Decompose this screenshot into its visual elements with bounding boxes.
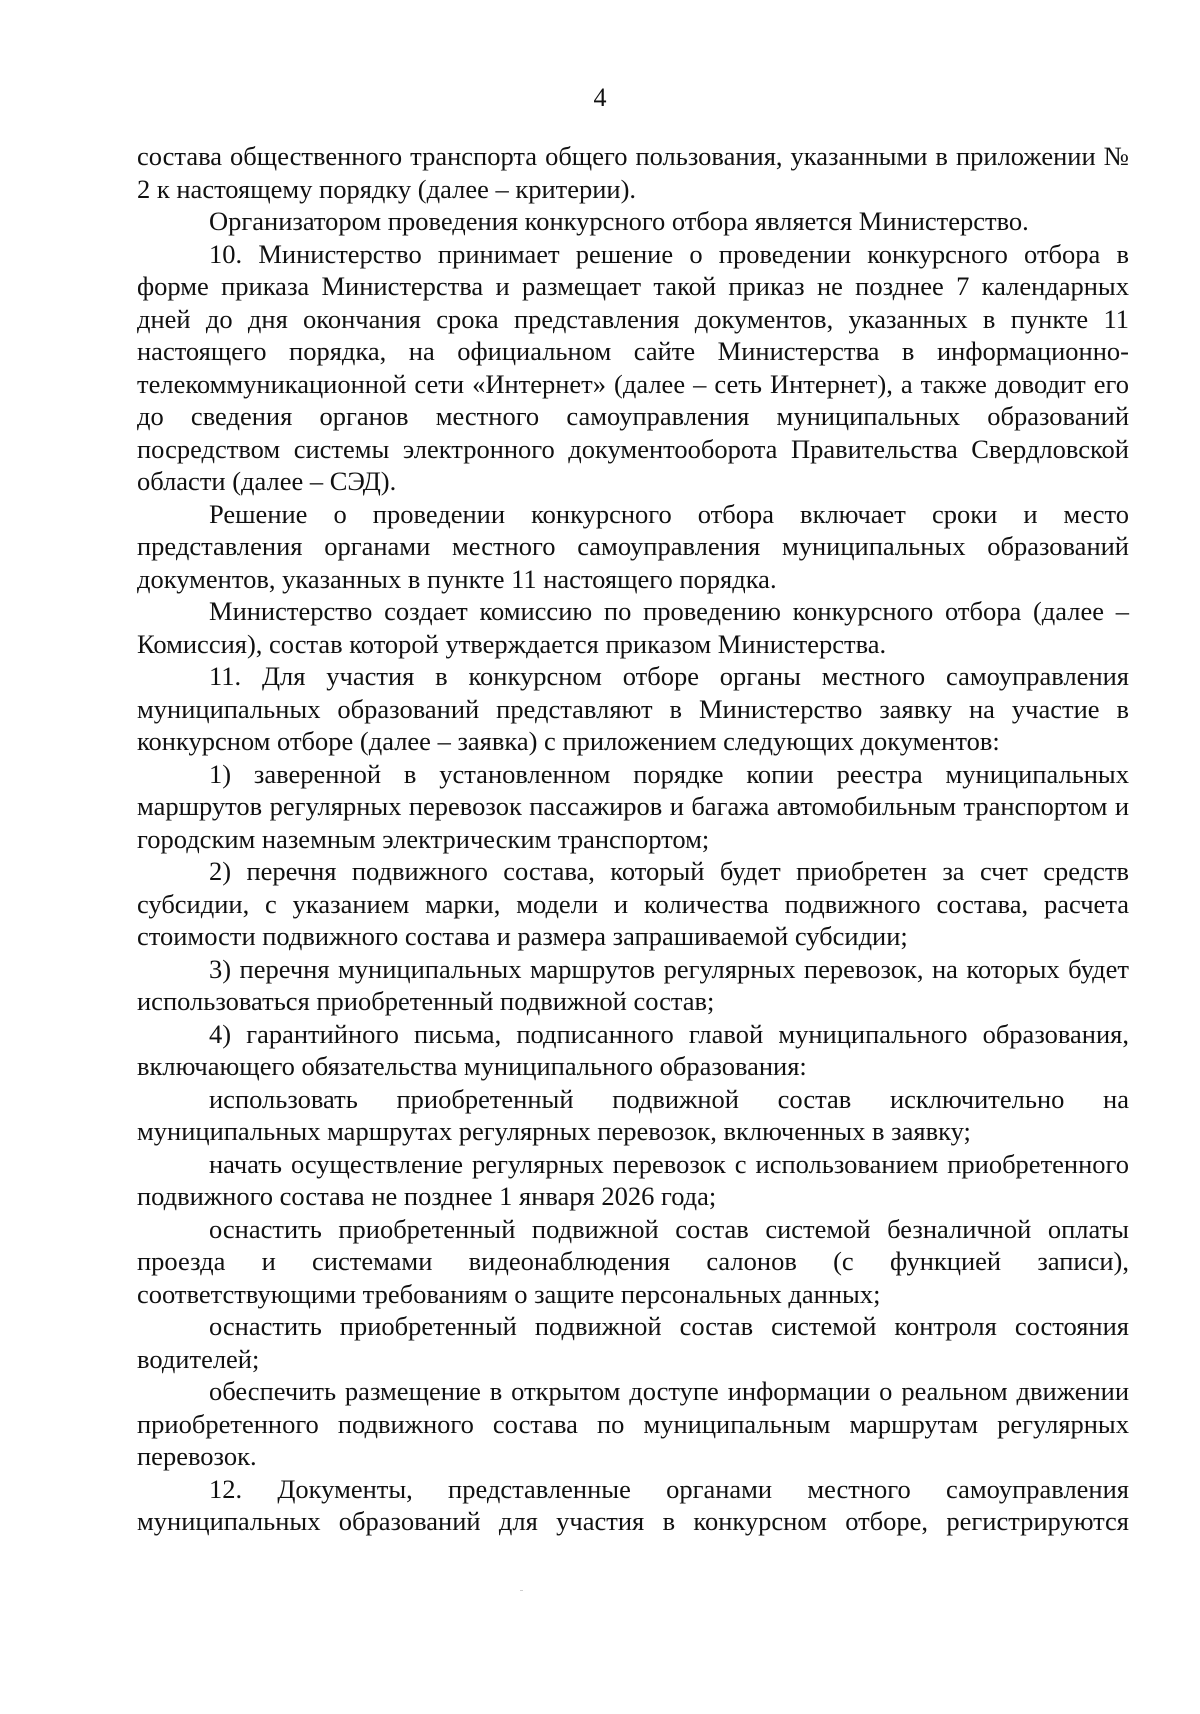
- list-item: 1) заверенной в установленном порядке копии реестра муниципальных маршрутов регулярных перевозок пассажиров и багажа автомобильным транспортом и городским наземным электрическим транспортом;: [137, 758, 1129, 854]
- obligation-item: обеспечить размещение в открытом доступе информации о реальном движении приобретенного подвижного состава по муниципальным маршрутам регулярных перевозок.: [137, 1376, 1129, 1471]
- document-body: [137, 140, 1129, 1538]
- obligation-item: использовать приобретенный подвижной состав исключительно на муниципальных маршрутах регулярных перевозок, включенных в заявку;: [137, 1083, 1129, 1146]
- obligation-item: оснастить приобретенный подвижной состав системой контроля состояния водителей;: [137, 1311, 1129, 1374]
- list-item: 2) перечня подвижного состава, который будет приобретен за счет средств субсидии, с указанием марки, модели и количества подвижного состава, расчета стоимости подвижного состава и размера запрашиваемой субсидии;: [137, 856, 1129, 951]
- list-item: 3) перечня муниципальных маршрутов регулярных перевозок, на которых будет использоваться приобретенный подвижной состав;: [137, 953, 1129, 1016]
- obligation-item: оснастить приобретенный подвижной состав системой безналичной оплаты проезда и системами видеонаблюдения салонов (с функцией записи), соответствующими требованиям о защите персональных данных;: [137, 1213, 1129, 1309]
- paragraph: Организатором проведения конкурсного отбора является Министерство.: [209, 206, 1029, 236]
- obligation-item: начать осуществление регулярных перевозок с использованием приобретенного подвижного состава не позднее 1 января 2026 года;: [137, 1148, 1129, 1211]
- page-number: 4: [593, 83, 607, 112]
- paragraph: состава общественного транспорта общего пользования, указанными в приложении № 2 к настоящему порядку (далее – критерии).: [137, 141, 1129, 204]
- list-item: 4) гарантийного письма, подписанного главой муниципального образования, включающего обязательства муниципального образования:: [137, 1018, 1129, 1081]
- scan-artifact: [520, 1590, 523, 1591]
- paragraph: Решение о проведении конкурсного отбора включает сроки и место представления органами местного самоуправления муниципальных образований документов, указанных в пункте 11 настоящего порядка.: [137, 498, 1129, 594]
- paragraph: 10. Министерство принимает решение о проведении конкурсного отбора в форме приказа Министерства и размещает такой приказ не позднее 7 календарных дней до дня окончания срока представления документов, указанных в пункте 11 настоящего порядка, на официальном сайте Министерства в информационно-телекоммуникационной сети «Интернет» (далее – сеть Интернет), а также доводит его до сведения органов местного самоуправления муниципальных образований посредством системы электронного документооборота Правительства Свердловской области (далее – СЭД).: [137, 238, 1129, 496]
- paragraph: 12. Документы, представленные органами местного самоуправления муниципальных образований для участия в конкурсном отборе, регистрируются: [137, 1473, 1129, 1536]
- paragraph: 11. Для участия в конкурсном отборе органы местного самоуправления муниципальных образований представляют в Министерство заявку на участие в конкурсном отборе (далее – заявка) с приложением следующих документов:: [137, 661, 1129, 756]
- paragraph: Министерство создает комиссию по проведению конкурсного отбора (далее – Комиссия), состав которой утверждается приказом Министерства.: [137, 596, 1129, 659]
